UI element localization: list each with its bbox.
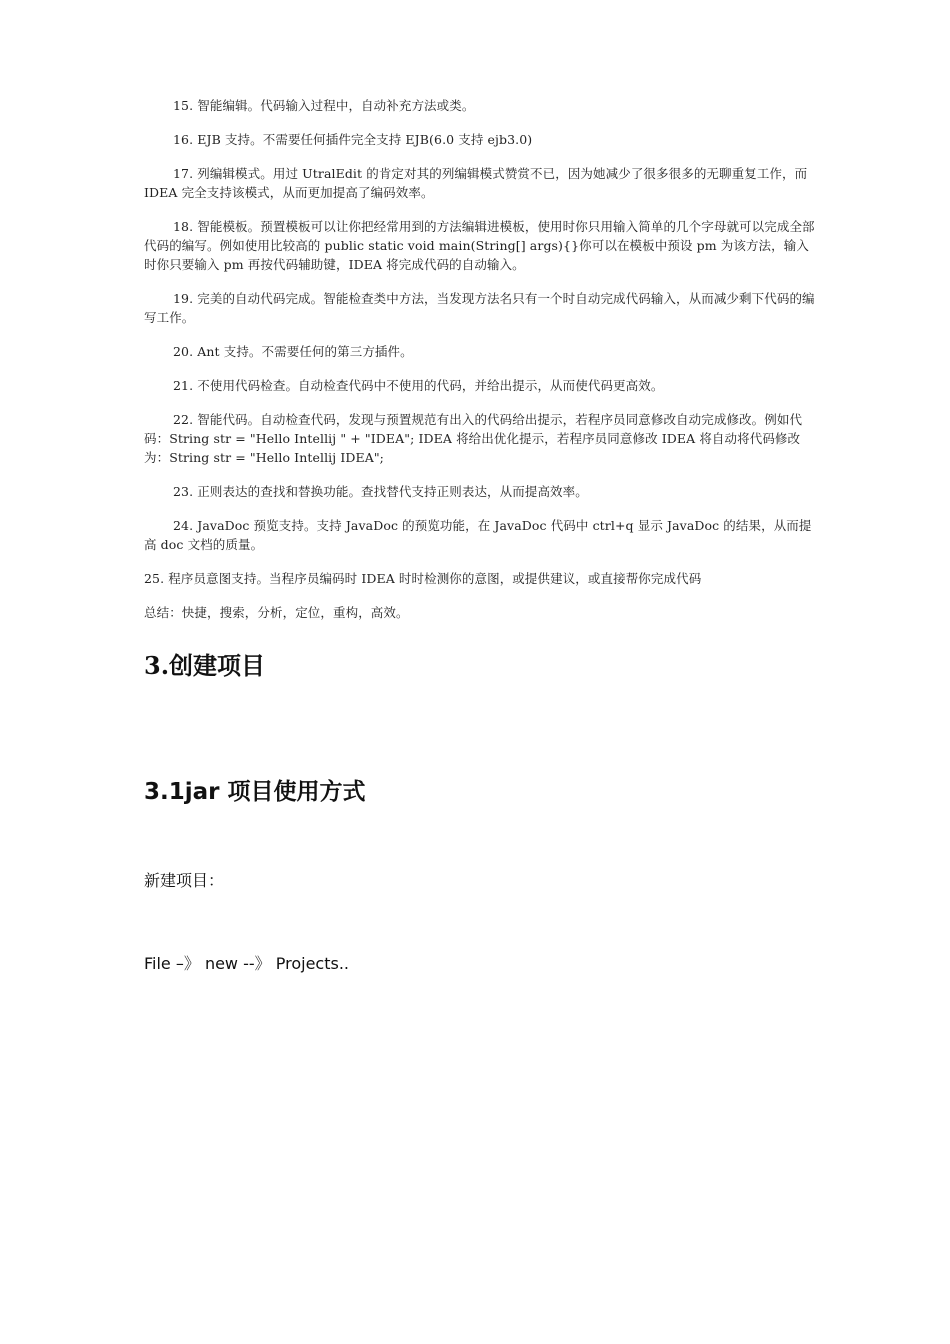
menu-path: File –》 new --》 Projects.. <box>144 954 349 973</box>
feature-list <box>144 96 816 637</box>
feature-21: 21. 不使用代码检查。自动检查代码中不使用的代码，并给出提示，从而使代码更高效。 <box>173 378 664 393</box>
feature-16: 16. EJB 支持。不需要任何插件完全支持 EJB(6.0 支持 ejb3.0) <box>173 132 533 147</box>
feature-17: 17. 列编辑模式。用过 UtralEdit 的肯定对其的列编辑模式赞赏不已，因为她减少了很多很多的无聊重复工作，而 IDEA 完全支持该模式，从而更加提高了编码效率。 <box>144 166 808 200</box>
summary: 总结：快捷，搜索，分析，定位，重构，高效。 <box>144 605 409 620</box>
feature-23: 23. 正则表达的查找和替换功能。查找替代支持正则表达，从而提高效率。 <box>173 484 588 499</box>
feature-24: 24. JavaDoc 预览支持。支持 JavaDoc 的预览功能，在 JavaDoc 代码中 ctrl+q 显示 JavaDoc 的结果，从而提高 doc 文档的质量。 <box>144 518 812 552</box>
new-project-label: 新建项目： <box>144 871 225 890</box>
feature-22: 22. 智能代码。自动检查代码，发现与预置规范有出入的代码给出提示，若程序员同意修改自动完成修改。例如代码：String str = "Hello Intellij " + "IDEA"; IDEA 将给出优化提示，若程序员同意修改 IDEA 将自动将代码修改为：String str = "Hello Intellij IDEA"; <box>144 412 803 465</box>
heading-create-project: 3.创建项目 <box>144 651 266 680</box>
feature-20: 20. Ant 支持。不需要任何的第三方插件。 <box>173 344 413 359</box>
feature-25: 25. 程序员意图支持。当程序员编码时 IDEA 时时检测你的意图，或提供建议，或直接帮你完成代码 <box>144 571 702 586</box>
feature-19: 19. 完美的自动代码完成。智能检查类中方法，当发现方法名只有一个时自动完成代码输入，从而减少剩下代码的编写工作。 <box>144 291 815 325</box>
heading-jar-project: 3.1jar 项目使用方式 <box>144 779 366 805</box>
feature-18: 18. 智能模板。预置模板可以让你把经常用到的方法编辑进模板，使用时你只用输入简单的几个字母就可以完成全部代码的编写。例如使用比较高的 public static void main(String[] args){}你可以在模板中预设 pm 为该方法，输入时你只要输入 pm 再按代码辅助键，IDEA 将完成代码的自动输入。 <box>144 219 815 272</box>
feature-15: 15. 智能编辑。代码输入过程中，自动补充方法或类。 <box>173 98 475 113</box>
